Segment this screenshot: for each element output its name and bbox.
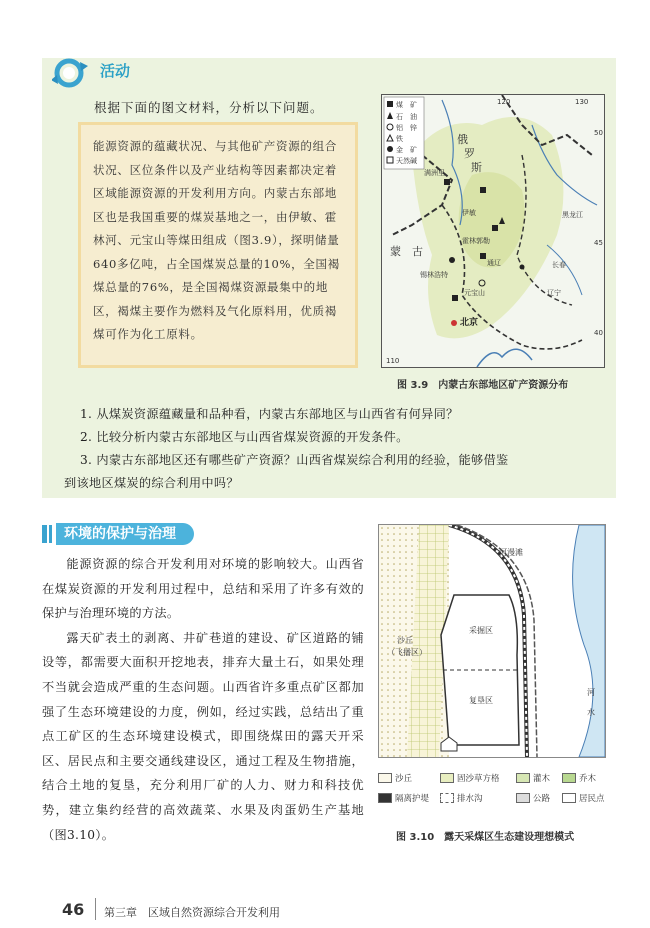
- city-label: 通辽: [487, 259, 501, 267]
- russia-label: 罗: [464, 147, 475, 160]
- mongolia-label: 蒙: [390, 245, 401, 258]
- question-3-cont: 到该地区煤炭的综合利用中吗？: [64, 476, 239, 490]
- floodplain-label: 河漫滩: [499, 548, 523, 557]
- city-dot: [520, 265, 525, 270]
- legend-soda: 天然碱: [396, 157, 417, 165]
- activity-title: 活动: [100, 62, 131, 80]
- activity-instruction: 根据下面的图文材料，分析以下问题。: [94, 100, 324, 115]
- sand-label: 沙丘: [397, 636, 413, 645]
- legend-item: [378, 772, 412, 784]
- reading-note: [78, 122, 358, 368]
- beijing-label: 北京: [460, 318, 479, 328]
- mineral-resource-map: [381, 94, 605, 368]
- legend-lead-zinc: 铝 锌: [396, 124, 417, 132]
- activity-cycle-icon: [52, 56, 92, 90]
- legend-item: [562, 772, 596, 784]
- section-marker: [42, 525, 47, 543]
- sand-swatch-icon: [378, 773, 392, 783]
- legend-item: [378, 792, 429, 804]
- legend-gold: 金 矿: [396, 146, 417, 154]
- mining-label: 采掘区: [469, 626, 493, 635]
- city-label: 霍林郭勒: [462, 237, 490, 245]
- legend-oil: 石 油: [396, 113, 417, 121]
- sand-label: （飞播区）: [387, 648, 427, 657]
- lon-label: 130: [575, 98, 589, 106]
- section-title: 环境的保护与治理: [56, 523, 194, 545]
- capital-dot: [451, 320, 457, 326]
- section-marker: [49, 525, 52, 543]
- legend-label: 排水沟: [457, 794, 483, 804]
- lon-label: 110: [386, 357, 400, 365]
- russia-label: 斯: [471, 161, 482, 174]
- legend-item: [516, 772, 550, 784]
- legend-label: 居民点: [579, 794, 605, 804]
- dike-swatch-icon: [378, 793, 392, 803]
- russia-label: 俄: [457, 133, 468, 146]
- gold-icon: [449, 257, 455, 263]
- coal-icon: [387, 101, 393, 107]
- city-label: 伊敏: [462, 209, 476, 217]
- legend-item: [562, 792, 605, 804]
- legend-label: 沙丘: [395, 774, 413, 784]
- coal-icon: [444, 179, 450, 185]
- settlement-swatch-icon: [562, 793, 576, 803]
- legend-item: [516, 792, 550, 804]
- question-1: 1. 从煤炭资源蕴藏量和品种看，内蒙古东部地区与山西省有何异同？: [80, 407, 459, 421]
- lon-label: 120: [497, 98, 511, 106]
- grid-swatch-icon: [440, 773, 454, 783]
- shrub-swatch-icon: [516, 773, 530, 783]
- river-label: 河: [587, 688, 595, 697]
- page-number: 46: [62, 900, 85, 919]
- figure-3-10-caption: 图 3.10 露天采煤区生态建设理想模式: [396, 832, 575, 843]
- figure-3-10-legend: [378, 768, 604, 814]
- section-body: [42, 552, 364, 847]
- mongolia-label: 古: [412, 245, 423, 258]
- city-label: 锡林浩特: [420, 271, 448, 279]
- legend-label: 公路: [533, 794, 551, 804]
- province-label: 辽宁: [547, 289, 561, 297]
- legend-label: 隔离护堤: [395, 794, 430, 804]
- body-paragraph-1: 能源资源的综合开发利用对环境的影响较大。山西省在煤炭资源的开发利用过程中，总结和采用了许多有效的保护与治理环境的方法。: [42, 557, 364, 621]
- body-paragraph-2: 露天矿表土的剥离、井矿巷道的建设、矿区道路的铺设等，都需要大面积开挖地表，排弃大量土石，如果处理不当就会造成严重的生态问题。山西省许多重点矿区都加强了生态环境建设的力度，例如，经过实践，总结出了重点工矿区的生态环境建设模式，即围绕煤田的露天开采区、居民点和主要交通线建设区，通过工程及生物措施，结合土地的复垦，充分利用厂矿的人力、财力和科技优势，建立集约经营的高效蔬菜、水果及肉蛋奶生产基地（图3.10）。: [42, 630, 364, 842]
- question-3: 3. 内蒙古东部地区还有哪些矿产资源？山西省煤炭综合利用的经验，能够借鉴: [80, 453, 509, 467]
- legend-item: [440, 792, 483, 804]
- legend-coal: 煤 矿: [396, 101, 417, 109]
- legend-iron: 铁: [396, 135, 403, 143]
- question-2: 2. 比较分析内蒙古东部地区与山西省煤炭资源的开发条件。: [80, 430, 409, 444]
- legend-item: [440, 772, 500, 784]
- lat-label: 40: [594, 329, 603, 337]
- reclaim-label: 复垦区: [469, 696, 493, 705]
- note-paragraph: 能源资源的蕴藏状况、与其他矿产资源的组合状况、区位条件以及产业结构等因素都决定着区域能源资源的开发利用方向。内蒙古东部地区也是我国重要的煤炭基地之一，由伊敏、霍林河、元宝山等煤田组成（图3.9），探明储量640多亿吨，占全国煤炭总量的10%，全国褐煤总量的76%，是全国褐煤资源最集中的地区，褐煤主要作为燃料及气化原料用，优质褐煤可作为化工原料。: [93, 139, 340, 341]
- province-label: 黑龙江: [562, 211, 583, 219]
- footer-divider: [95, 898, 96, 920]
- city-label: 元宝山: [464, 289, 485, 297]
- tree-swatch-icon: [562, 773, 576, 783]
- mining-ecology-diagram: [378, 524, 606, 758]
- coal-icon: [452, 295, 458, 301]
- gold-icon: [387, 146, 393, 152]
- city-label: 满洲里: [424, 169, 445, 177]
- legend-label: 乔木: [579, 774, 597, 784]
- river-label: 水: [587, 708, 595, 717]
- city-label: 长春: [552, 261, 566, 269]
- figure-3-9-caption: 图 3.9 内蒙古东部地区矿产资源分布: [397, 380, 569, 391]
- coal-icon: [492, 225, 498, 231]
- lat-label: 45: [594, 239, 603, 247]
- legend-label: 固沙草方格: [457, 774, 500, 784]
- chapter-title: 第三章 区域自然资源综合开发利用: [104, 906, 280, 919]
- ditch-swatch-icon: [440, 793, 454, 803]
- coal-icon: [480, 253, 486, 259]
- lat-label: 50: [594, 129, 603, 137]
- coal-icon: [480, 187, 486, 193]
- road-swatch-icon: [516, 793, 530, 803]
- legend-label: 灌木: [533, 774, 551, 784]
